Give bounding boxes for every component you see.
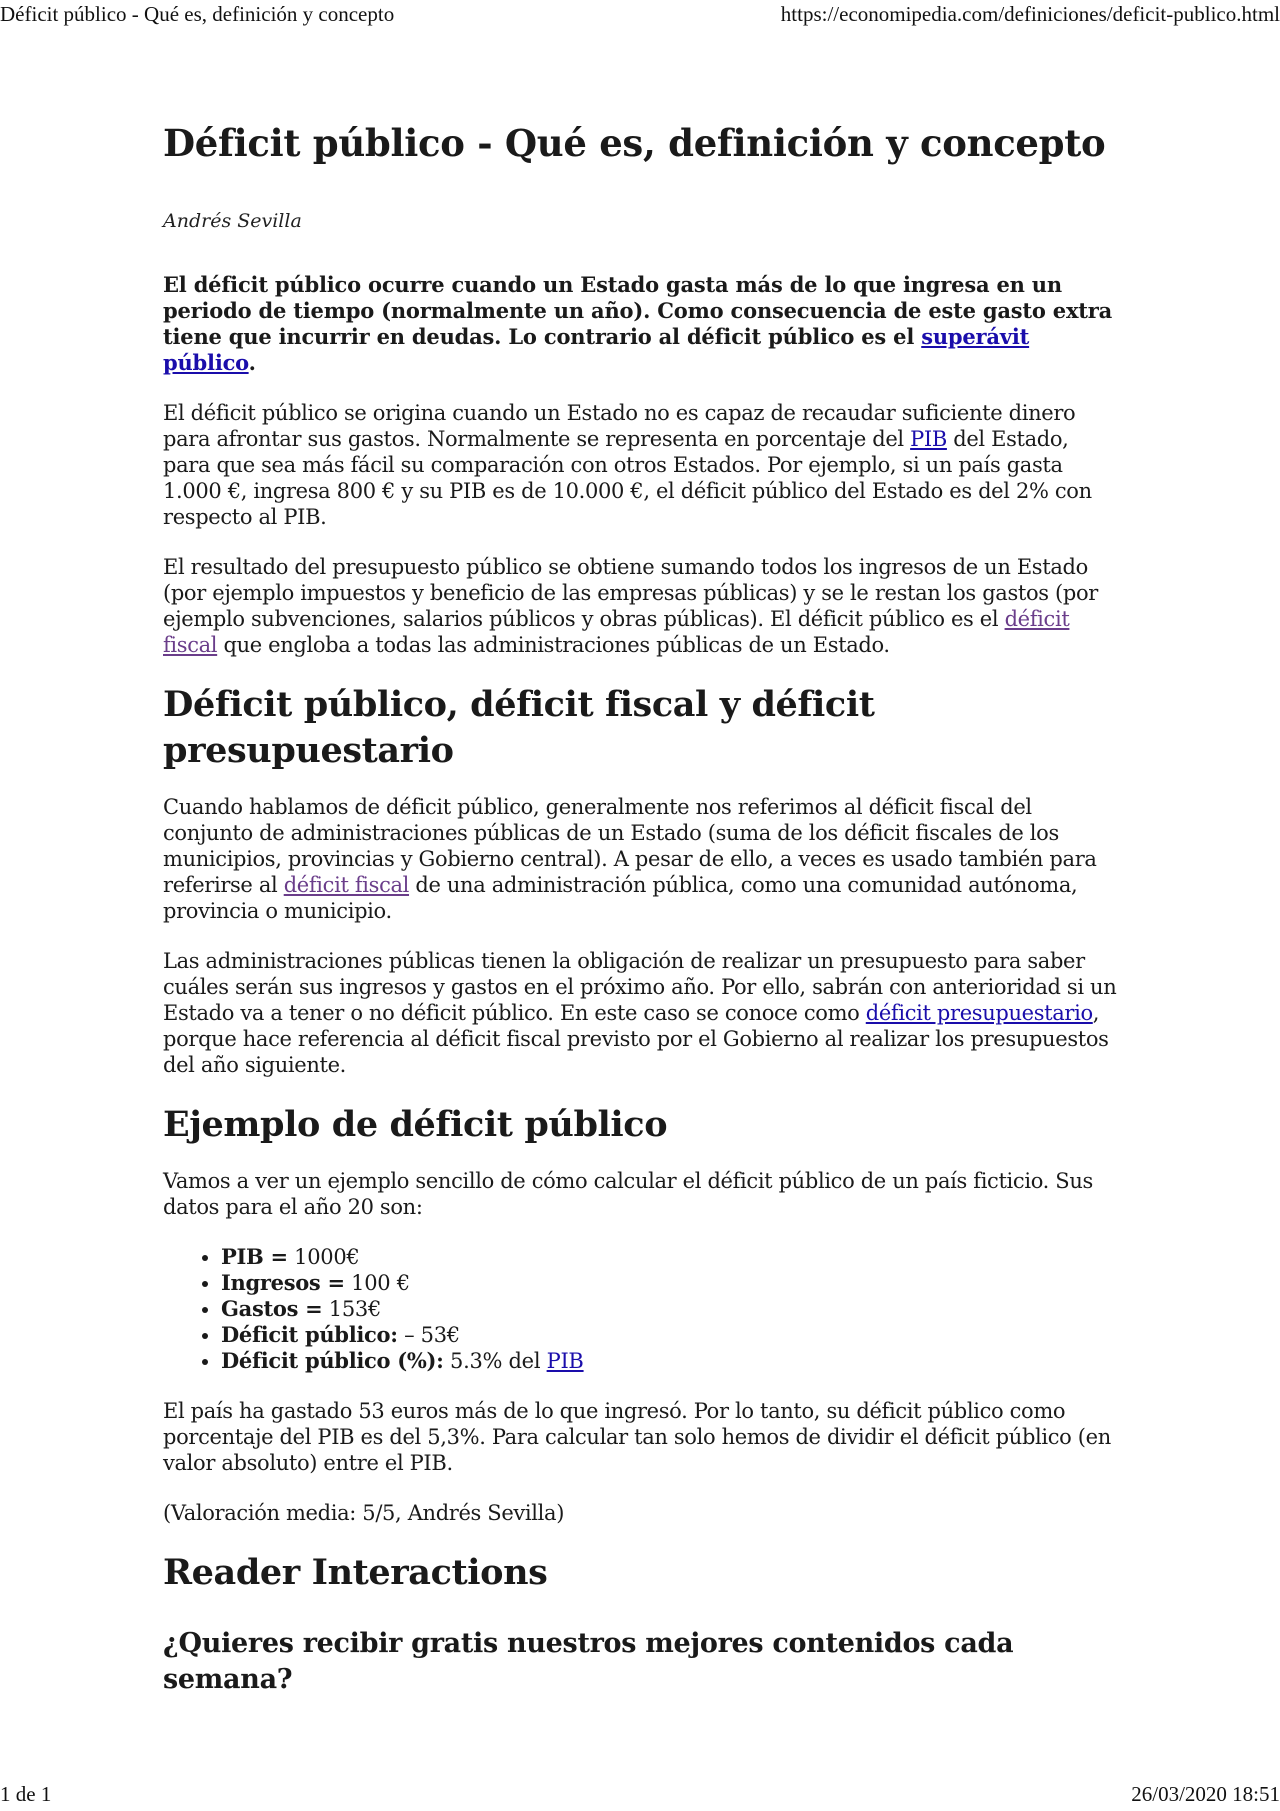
- list-item-value: 5.3% del: [443, 1349, 547, 1373]
- print-header: [0, 0, 1280, 30]
- newsletter-heading: ¿Quieres recibir gratis nuestros mejores contenidos cada semana?: [163, 1628, 1014, 1695]
- print-datetime: 26/03/2020 18:51: [1131, 1782, 1280, 1806]
- deficit-fiscal-link[interactable]: déficit fiscal: [163, 607, 1070, 657]
- lead-end: .: [248, 350, 256, 375]
- list-item: [221, 1270, 1118, 1296]
- article: [163, 118, 1118, 1698]
- superavit-publico-link[interactable]: superávit público: [163, 324, 1030, 375]
- section-heading-reader-interactions: Reader Interactions: [163, 1552, 548, 1593]
- list-item-label: PIB =: [221, 1244, 288, 1269]
- list-item-label: Déficit público (%):: [221, 1348, 444, 1373]
- paragraph-origin: [163, 400, 1118, 530]
- list-item: [221, 1244, 1118, 1270]
- paragraph-presupuestario: [163, 948, 1118, 1078]
- paragraph-text: Cuando hablamos de déficit público, generalmente nos referimos al déficit fiscal del conjunto de administraciones públicas de un Estado (suma de los déficit fiscales de los municipios, provincias y Gobierno central). A pesar de ello, a veces es usado también para referirse al: [163, 795, 1097, 897]
- deficit-fiscal-link-2[interactable]: déficit fiscal: [283, 873, 410, 897]
- paragraph-text: de una administración pública, como una comunidad autónoma, provincia o municipio.: [163, 873, 1078, 923]
- rating-text: (Valoración media: 5/5, Andrés Sevilla): [163, 1501, 565, 1525]
- print-footer: [0, 1780, 1280, 1810]
- list-item: [221, 1348, 1118, 1374]
- list-item-value: 1000€: [287, 1245, 360, 1269]
- list-item-value: 100 €: [344, 1271, 410, 1295]
- paragraph-budget-result: [163, 554, 1118, 658]
- paragraph-text: , porque hace referencia al déficit fiscal previsto por el Gobierno al realizar los presupuestos del año siguiente.: [163, 1001, 1109, 1077]
- list-item-label: Gastos =: [221, 1296, 323, 1321]
- paragraph-fiscal: [163, 794, 1118, 924]
- page-number: 1 de 1: [0, 1782, 52, 1806]
- paragraph-text: El resultado del presupuesto público se obtiene sumando todos los ingresos de un Estado (por ejemplo impuestos y beneficio de las empresas públicas) y se le restan los gastos (por ejemplo subvenciones, salarios públicos y obras públicas). El déficit público es el: [163, 555, 1098, 631]
- deficit-presupuestario-link[interactable]: déficit presupuestario: [865, 1001, 1093, 1025]
- list-item-value: 153€: [322, 1297, 382, 1321]
- paragraph-text: El déficit público se origina cuando un Estado no es capaz de recaudar suficiente dinero para afrontar sus gastos. Normalmente se representa en porcentaje del: [163, 401, 1076, 451]
- paragraph-text: Las administraciones públicas tienen la obligación de realizar un presupuesto para saber cuáles serán sus ingresos y gastos en el próximo año. Por ello, sabrán con anterioridad si un Estado va a tener o no déficit público. En este caso se conoce como: [163, 949, 1117, 1025]
- page-title: Déficit público - Qué es, definición y concepto: [163, 121, 1106, 165]
- paragraph-example-conclusion: El país ha gastado 53 euros más de lo que ingresó. Por lo tanto, su déficit público como porcentaje del PIB es del 5,3%. Para calcular tan solo hemos de dividir el déficit público (en valor absoluto) entre el PIB.: [163, 1399, 1111, 1475]
- print-header-url: https://economipedia.com/definiciones/deficit-publico.html: [780, 2, 1280, 26]
- article-author: Andrés Sevilla: [163, 210, 302, 232]
- list-item: [221, 1296, 1118, 1322]
- section-heading-example: Ejemplo de déficit público: [163, 1104, 668, 1145]
- section-heading-deficit-types: Déficit público, déficit fiscal y déficit presupuestario: [163, 684, 875, 771]
- example-data-list: [163, 1244, 1118, 1374]
- list-item-label: Ingresos =: [221, 1270, 345, 1295]
- list-item-value: – 53€: [397, 1323, 460, 1347]
- pib-link-2[interactable]: PIB: [546, 1349, 584, 1373]
- paragraph-example-intro: Vamos a ver un ejemplo sencillo de cómo calcular el déficit público de un país ficticio. Sus datos para el año 20 son:: [163, 1169, 1093, 1219]
- list-item-label: Déficit público:: [221, 1322, 398, 1347]
- print-header-title: Déficit público - Qué es, definición y concepto: [0, 2, 395, 26]
- lead-paragraph: [163, 272, 1118, 376]
- lead-text: El déficit público ocurre cuando un Estado gasta más de lo que ingresa en un periodo de tiempo (normalmente un año). Como consecuencia de este gasto extra tiene que incurrir en deudas. Lo contrario al déficit público es el: [163, 272, 1113, 349]
- paragraph-text: del Estado, para que sea más fácil su comparación con otros Estados. Por ejemplo, si un país gasta 1.000 €, ingresa 800 € y su PIB es de 10.000 €, el déficit público del Estado es del 2% con respecto al PIB.: [163, 427, 1092, 529]
- pib-link[interactable]: PIB: [910, 427, 947, 451]
- list-item: [221, 1322, 1118, 1348]
- paragraph-text: que engloba a todas las administraciones públicas de un Estado.: [217, 633, 890, 657]
